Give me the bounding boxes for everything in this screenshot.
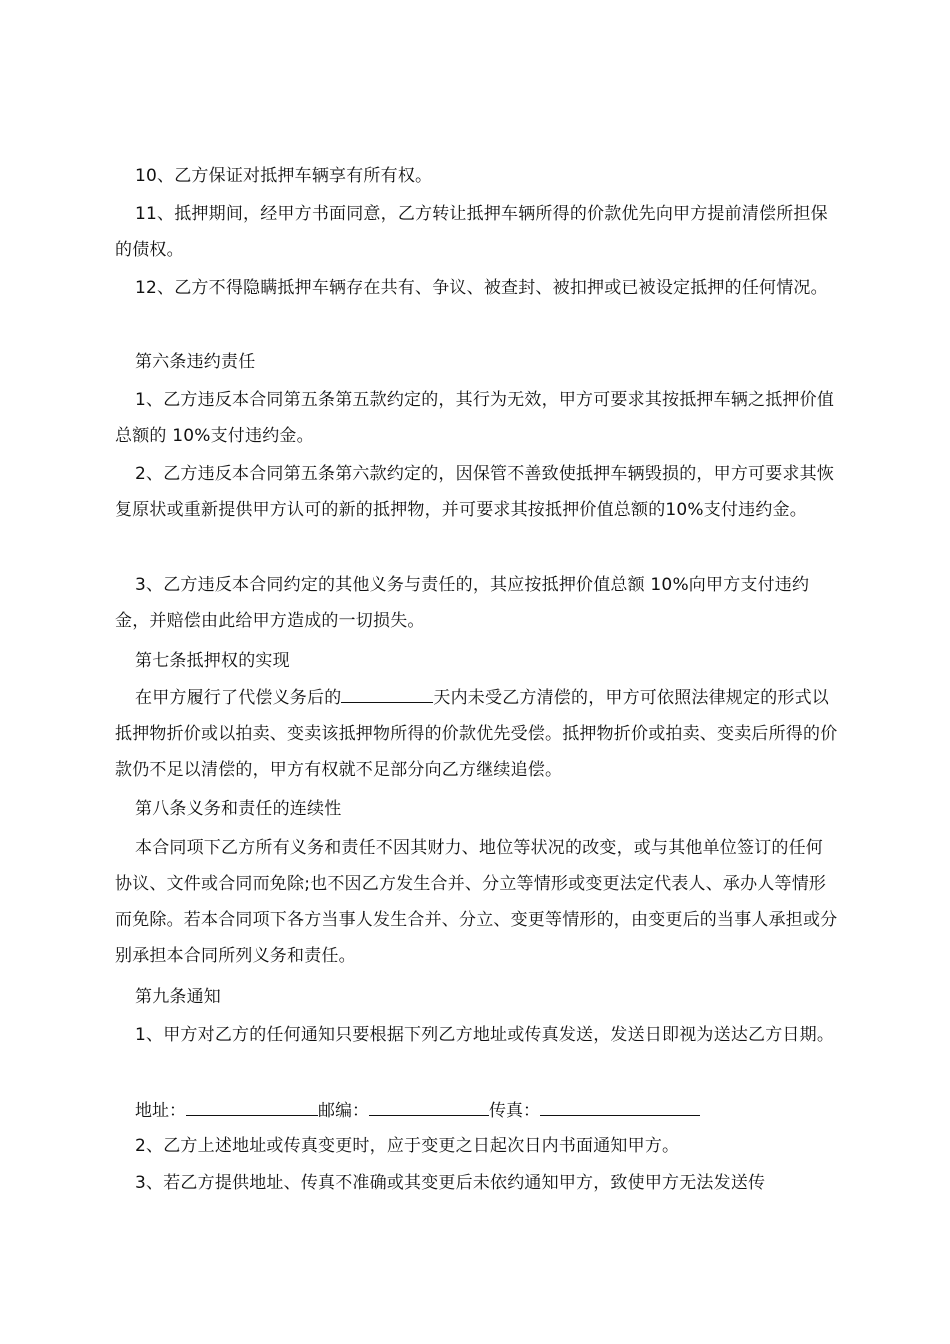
fax-blank [540,1097,700,1116]
article-8-title: 第八条义务和责任的连续性 [135,799,342,819]
article-6-clause-3: 3、乙方违反本合同约定的其他义务与责任的，其应按抵押价值总额 10%向甲方支付违约金，并赔偿由此给甲方造成的一切损失。 [115,575,810,631]
article-8-body: 本合同项下乙方所有义务和责任不因其财力、地位等状况的改变，或与其他单位签订的任何协议、文件或合同而免除;也不因乙方发生合并、分立等情形或变更法定代表人、承办人等情形而免除。若本合同项下各方当事人发生合并、分立、变更等情形的，由变更后的当事人承担或分别承担本合同所列义务和责任。 [115,838,838,966]
fax-label: 传真： [489,1101,540,1121]
postcode-label: 邮编： [318,1101,369,1121]
article-7-suffix: 天内未受乙方清偿的，甲方可依照法律规定的形式以抵押物折价或以拍卖、变卖该抵押物所得的价款优先受偿。抵押物折价或拍卖、变卖后所得的价款仍不足以清偿的，甲方有权就不足部分向乙方继续追偿。 [115,688,838,780]
clause-12: 12、乙方不得隐瞒抵押车辆存在共有、争议、被查封、被扣押或已被设定抵押的任何情况。 [135,278,828,298]
article-7-body [115,680,840,788]
article-7-prefix: 在甲方履行了代偿义务后的 [135,688,342,708]
days-blank [341,684,433,703]
contact-form-line [135,1093,700,1129]
article-6-title: 第六条违约责任 [135,352,256,372]
article-9-clause-2: 2、乙方上述地址或传真变更时，应于变更之日起次日内书面通知甲方。 [135,1136,680,1156]
article-9-clause-3: 3、若乙方提供地址、传真不准确或其变更后未依约通知甲方，致使甲方无法发送传 [135,1173,766,1193]
clause-10: 10、乙方保证对抵押车辆享有所有权。 [135,166,433,186]
article-7-title: 第七条抵押权的实现 [135,651,290,671]
article-6-clause-2: 2、乙方违反本合同第五条第六款约定的，因保管不善致使抵押车辆毁损的，甲方可要求其恢复原状或重新提供甲方认可的新的抵押物，并可要求其按抵押价值总额的10%支付违约金。 [115,464,835,520]
article-9-clause-1: 1、甲方对乙方的任何通知只要根据下列乙方地址或传真发送，发送日即视为送达乙方日期。 [135,1025,835,1045]
article-6-clause-1: 1、乙方违反本合同第五条第五款约定的，其行为无效，甲方可要求其按抵押车辆之抵押价值总额的 10%支付违约金。 [115,390,835,446]
article-9-title: 第九条通知 [135,987,221,1007]
address-label: 地址： [135,1101,186,1121]
address-blank [186,1097,318,1116]
postcode-blank [369,1097,489,1116]
clause-11: 11、抵押期间，经甲方书面同意，乙方转让抵押车辆所得的价款优先向甲方提前清偿所担保的债权。 [115,204,828,260]
